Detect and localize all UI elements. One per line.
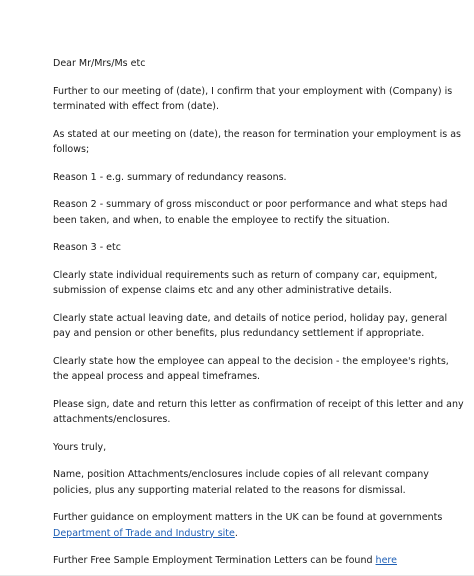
paragraph-requirements: Clearly state individual requirements such as return of company car, equipment, submission of expense claims etc and any other administrative details. xyxy=(53,269,438,296)
paragraph-reason-1: Reason 1 - e.g. summary of redundancy reasons. xyxy=(53,171,287,183)
paragraph-confirmation: Further to our meeting of (date), I confirm that your employment with (Company) is terminated with effect from (date). xyxy=(53,85,453,112)
paragraph-more-letters xyxy=(53,553,465,569)
closing: Yours truly, xyxy=(53,441,107,453)
paragraph-reason-3: Reason 3 - etc xyxy=(53,242,121,253)
paragraph-reason-intro: As stated at our meeting on (date), the reason for termination your employment is as follows; xyxy=(53,128,461,155)
paragraph-reason-2: Reason 2 - summary of gross misconduct or poor performance and what steps had been taken, and when, to enable the employee to rectify the situation. xyxy=(53,199,448,226)
paragraph-attachments: Name, position Attachments/enclosures include copies of all relevant company policies, plus any supporting material related to the reasons for dismissal. xyxy=(53,469,429,496)
here-link[interactable]: here xyxy=(375,555,397,566)
guidance-text: Further guidance on employment matters in the UK can be found at governments xyxy=(53,512,443,523)
paragraph-appeal: Clearly state how the employee can appeal to the decision - the employee's rights, the appeal process and appeal timeframes. xyxy=(53,355,449,382)
paragraph-leaving-date: Clearly state actual leaving date, and details of notice period, holiday pay, general pay and pension or other benefits, plus redundancy settlement if appropriate. xyxy=(53,312,448,339)
more-letters-text: Further Free Sample Employment Termination Letters can be found xyxy=(53,555,373,566)
guidance-suffix: . xyxy=(234,527,238,539)
salutation: Dear Mr/Mrs/Ms etc xyxy=(53,58,146,69)
paragraph-guidance xyxy=(53,510,465,541)
dti-site-link[interactable]: Department of Trade and Industry site xyxy=(53,527,235,539)
paragraph-sign-return: Please sign, date and return this letter as confirmation of receipt of this letter and any attachments/enclosures. xyxy=(53,398,464,425)
termination-letter xyxy=(53,56,465,576)
